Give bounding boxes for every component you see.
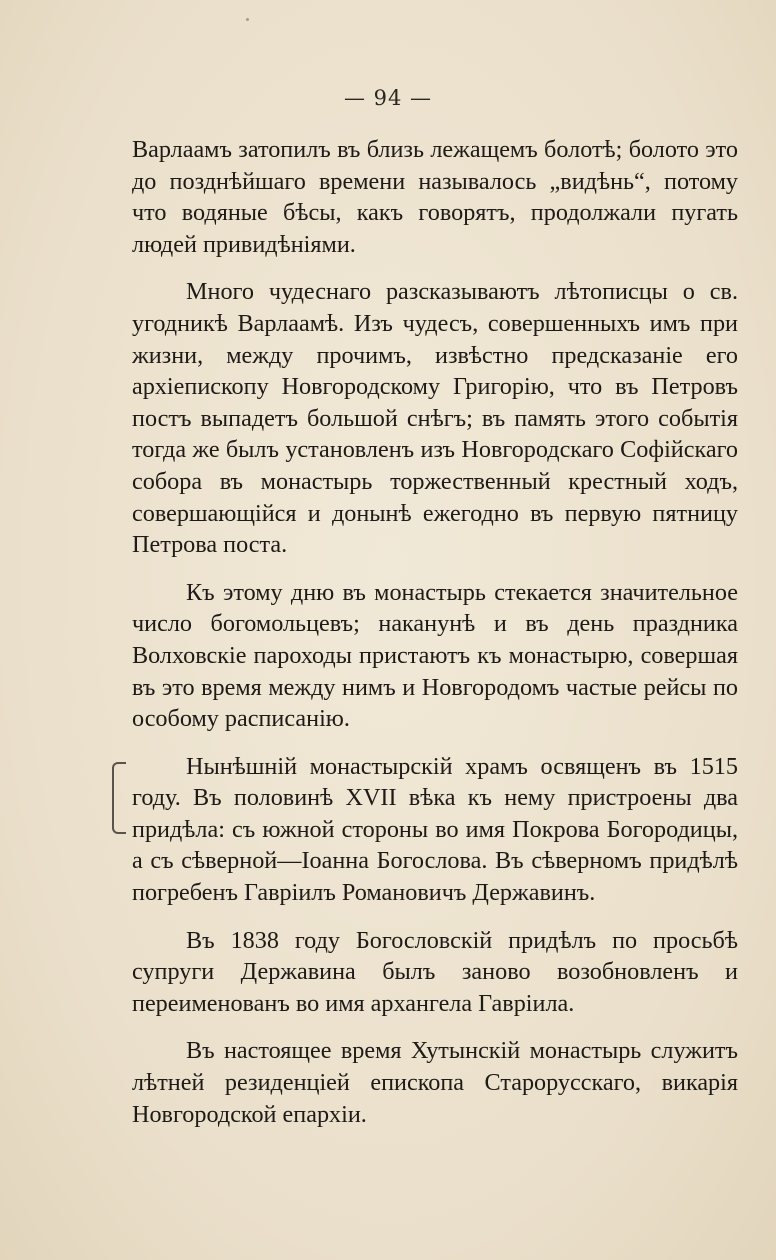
page-number: — 94 —	[343, 86, 433, 110]
paragraph-5: Въ 1838 году Богословскій придѣлъ по просьбѣ супруги Державина былъ заново возобновленъ и переименованъ во имя архангела Гавріила.	[132, 926, 738, 1017]
paragraph-6: Въ настоящее время Хутынскій монастырь служитъ лѣтней резиденціей епископа Старорусскаго, викарія Новгородской епархіи.	[132, 1037, 738, 1128]
paragraph-3: Къ этому дню въ монастырь стекается значительное число богомольцевъ; наканунѣ и въ день праздника Волховскіе пароходы пристаютъ къ монастырю, совершая въ это время между нимъ и Новгородомъ частые рейсы по особому расписанію.	[132, 578, 738, 733]
paragraph-1: Варлаамъ затопилъ въ близь лежащемъ болотѣ; болото это до позднѣйшаго времени называлось „видѣнь“, потому что водяные бѣсы, какъ говорятъ, продолжали пугать людей привидѣніями.	[132, 136, 738, 258]
paragraph-2: Много чудеснаго разсказываютъ лѣтописцы о св. угодникѣ Варлаамѣ. Изъ чудесъ, совершенныхъ имъ при жизни, между прочимъ, извѣстно предсказаніе его архіепископу Новгородскому Григорію, что въ Петровъ постъ выпадетъ большой снѣгъ; въ память этого событія тогда же былъ установленъ изъ Новгородскаго Софійскаго собора въ монастырь торжественный крестный ходъ, совершающійся и донынѣ ежегодно въ первую пятницу Петрова поста.	[132, 278, 738, 559]
body-text	[132, 134, 738, 1130]
paragraph-4: Нынѣшній монастырскій храмъ освященъ въ 1515 году. Въ половинѣ XVII вѣка къ нему пристроены два придѣла: съ южной стороны во имя Покрова Богородицы, а съ сѣверной—Іоанна Богослова. Въ сѣверномъ придѣлѣ погребенъ Гавріилъ Романовичъ Державинъ.	[132, 752, 738, 907]
margin-bracket-mark	[112, 762, 126, 834]
speck-mark	[246, 18, 249, 21]
